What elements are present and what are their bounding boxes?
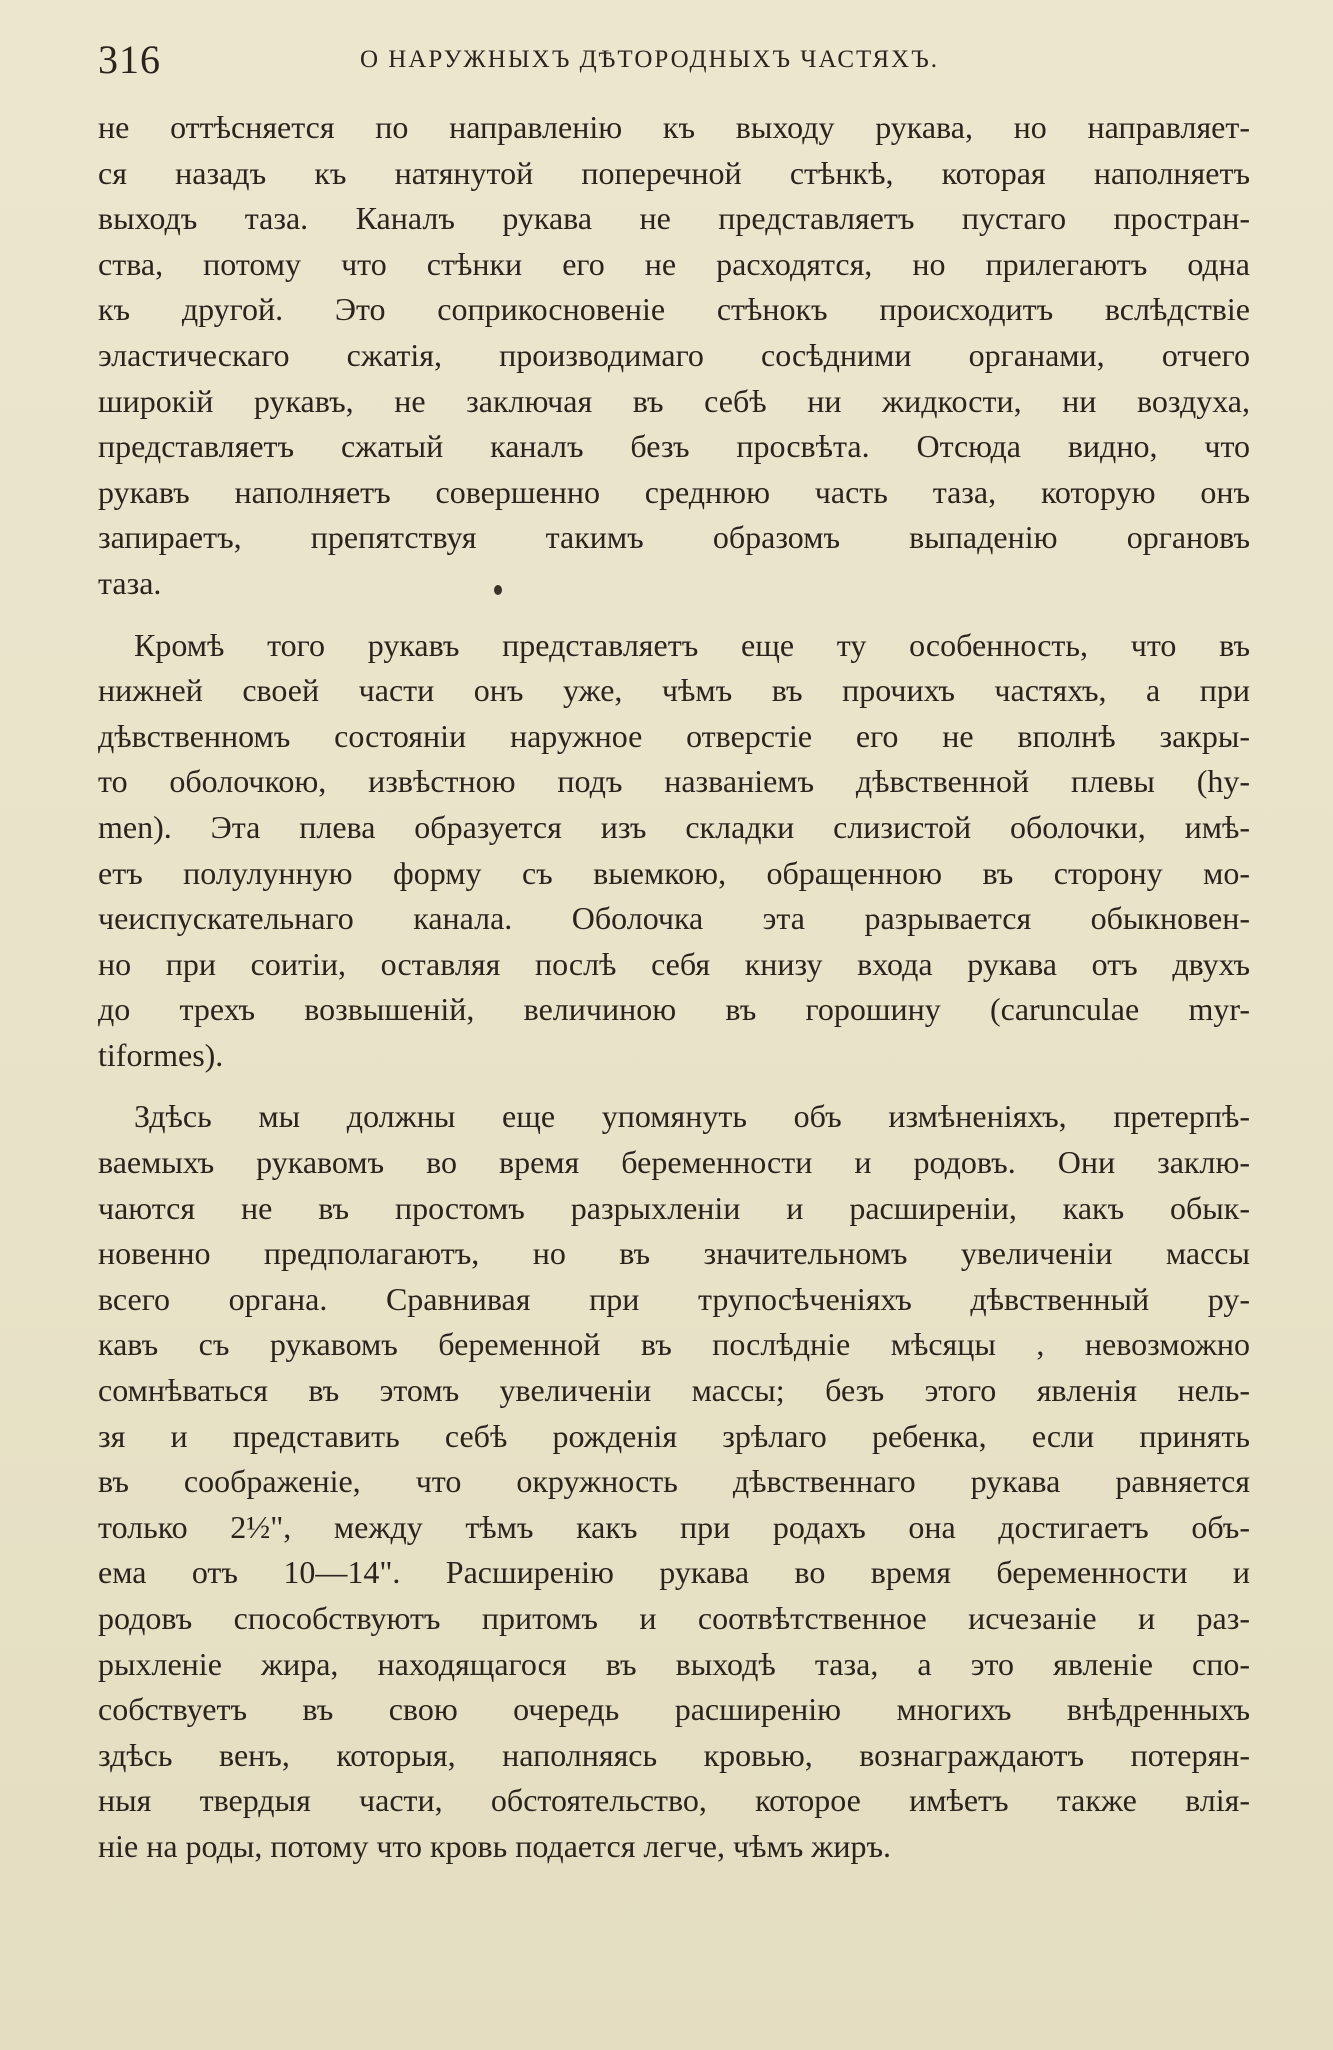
text-line: новенно предполагаютъ, но въ значительномъ увеличеніи массы: [98, 1235, 1250, 1272]
text-line: men). Эта плева образуется изъ складки слизистой оболочки, имѣ-: [98, 808, 1250, 845]
text-line: ваемыхъ рукавомъ во время беременности и родовъ. Они заклю-: [98, 1144, 1250, 1181]
text-line: выходъ таза. Каналъ рукава не представляетъ пустаго простран-: [98, 200, 1250, 237]
text-line: етъ полулунную форму съ выемкою, обращенною въ сторону мо-: [98, 854, 1250, 891]
text-line: здѣсь венъ, которыя, наполняясь кровью, вознаграждаютъ потерян-: [98, 1736, 1250, 1773]
text-line: въ соображеніе, что окружность дѣвственнаго рукава равняется: [98, 1463, 1250, 1500]
text-line: эластическаго сжатія, производимаго сосѣдними органами, отчего: [98, 336, 1250, 373]
text-line: но при соитіи, оставляя послѣ себя книзу входа рукава отъ двухъ: [98, 945, 1250, 982]
text-line: ства, потому что стѣнки его не расходятся, но прилегаютъ одна: [98, 245, 1250, 282]
paragraph-3: [98, 1094, 1250, 1869]
text-line: чаются не въ простомъ разрыхленіи и расширеніи, какъ обык-: [98, 1189, 1250, 1226]
paragraph-2: [98, 623, 1250, 1079]
text-line: только 2½", между тѣмъ какъ при родахъ она достигаетъ объ-: [98, 1508, 1250, 1545]
text-line: ніе на роды, потому что кровь подается легче, чѣмъ жиръ.: [98, 1827, 892, 1864]
text-line: то оболочкою, извѣстною подъ названіемъ дѣвственной плевы (hy-: [98, 763, 1250, 800]
text-line: tiformes).: [98, 1036, 224, 1073]
text-line: зя и представить себѣ рожденія зрѣлаго ребенка, если принять: [98, 1417, 1250, 1454]
text-line: представляетъ сжатый каналъ безъ просвѣта. Отсюда видно, что: [98, 428, 1250, 465]
text-line: широкій рукавъ, не заключая въ себѣ ни жидкости, ни воздуха,: [98, 382, 1250, 419]
page-number: 316: [98, 37, 161, 82]
text-line: рыхленіе жира, находящагося въ выходѣ таза, а это явленіе спо-: [98, 1645, 1250, 1682]
text-line: до трехъ возвышеній, величиною въ горошину (carunculae myr-: [98, 991, 1250, 1028]
text-line: ся назадъ къ натянутой поперечной стѣнкѣ, которая наполняетъ: [98, 154, 1250, 191]
text-line: ныя твердыя части, обстоятельство, которое имѣетъ также влія-: [98, 1782, 1250, 1819]
text-line: нижней своей части онъ уже, чѣмъ въ прочихъ частяхъ, а при: [98, 672, 1250, 709]
text-line: дѣвственномъ состояніи наружное отверстіе его не вполнѣ закры-: [98, 717, 1250, 754]
text-line: не оттѣсняется по направленію къ выходу рукава, но направляет-: [98, 109, 1250, 145]
text-line: родовъ способствуютъ притомъ и соотвѣтственное исчезаніе и раз-: [98, 1600, 1250, 1636]
text-line: кавъ съ рукавомъ беременной въ послѣдніе мѣсяцы , невозможно: [98, 1326, 1250, 1363]
text-line: Здѣсь мы должны еще упомянуть объ измѣненіяхъ, претерпѣ-: [134, 1098, 1250, 1135]
text-line: ема отъ 10—14". Расширенію рукава во время беременности и: [98, 1554, 1250, 1591]
paragraph-1: [98, 105, 1250, 607]
text-line: сомнѣваться въ этомъ увеличеніи массы; безъ этого явленія нель-: [98, 1372, 1250, 1409]
page-header: [98, 36, 1250, 86]
text-line: рукавъ наполняетъ совершенно среднюю часть таза, которую онъ: [98, 473, 1250, 510]
running-title: О НАРУЖНЫХЪ ДѢТОРОДНЫХЪ ЧАСТЯХЪ.: [360, 46, 939, 73]
text-line: къ другой. Это соприкосновеніе стѣнокъ происходитъ вслѣдствіе: [98, 291, 1250, 328]
text-line: Кромѣ того рукавъ представляетъ еще ту особенность, что въ: [134, 626, 1250, 663]
text-line: запираетъ, препятствуя такимъ образомъ выпаденію органовъ: [98, 519, 1250, 556]
text-line: чеиспускательнаго канала. Оболочка эта разрывается обыкновен-: [98, 900, 1250, 937]
text-line: всего органа. Сравнивая при трупосѣченіяхъ дѣвственный ру-: [98, 1280, 1250, 1317]
body-text: [98, 105, 1250, 1870]
text-line: собствуетъ въ свою очередь расширенію многихъ внѣдренныхъ: [98, 1691, 1250, 1728]
text-line: таза.: [98, 564, 162, 601]
ink-speck: [494, 585, 502, 595]
